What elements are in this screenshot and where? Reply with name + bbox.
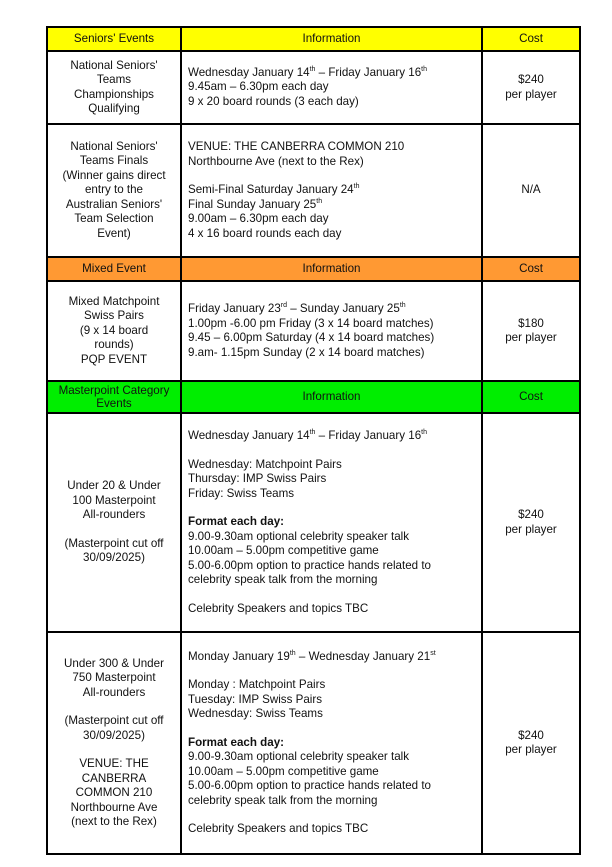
info-line: celebrity speak talk from the morning bbox=[188, 573, 378, 586]
event-name-line: All-rounders bbox=[82, 685, 146, 699]
event-name-line: All-rounders bbox=[82, 508, 146, 522]
events-table-body bbox=[47, 27, 580, 854]
info-line: 10.00am – 5.00pm competitive game bbox=[188, 544, 379, 557]
section-header-event: Masterpoint Category Events bbox=[47, 381, 181, 413]
event-name-line: rounds) bbox=[94, 338, 134, 352]
cost-amount: N/A bbox=[521, 183, 541, 197]
section-header-row bbox=[47, 257, 580, 281]
event-name-line: Swiss Pairs bbox=[84, 309, 144, 323]
line-gap bbox=[188, 722, 477, 736]
line-gap bbox=[188, 664, 477, 678]
cost-amount: $180 bbox=[518, 316, 544, 330]
date-text: Final Sunday January 25 bbox=[188, 197, 317, 211]
event-name-line: 750 Masterpoint bbox=[72, 671, 156, 684]
ordinal-suffix: th bbox=[421, 429, 427, 437]
info-line: 9.00-9.30am optional celebrity speaker talk bbox=[188, 750, 410, 763]
event-name-line: Teams bbox=[96, 73, 132, 86]
ordinal-suffix: th bbox=[399, 302, 406, 310]
event-name-line: entry to the bbox=[84, 183, 143, 197]
info-line: Tuesday: IMP Swiss Pairs bbox=[188, 692, 323, 706]
event-name-cell bbox=[47, 281, 181, 381]
event-name-line: 30/09/2025) bbox=[83, 551, 145, 565]
date-range-line bbox=[188, 183, 477, 198]
event-name-line: COMMON 210 bbox=[75, 786, 153, 799]
info-line: 9.am- 1.15pm Sunday (2 x 14 board matches) bbox=[188, 345, 425, 359]
line-gap bbox=[188, 588, 477, 602]
section-header-event: Mixed Event bbox=[47, 257, 181, 281]
info-line: 9.45 – 6.00pm Saturday (4 x 14 board matches) bbox=[188, 331, 435, 344]
info-line: 9 x 20 board rounds (3 each day) bbox=[188, 94, 359, 108]
event-name-cell bbox=[47, 51, 181, 124]
event-info-cell bbox=[181, 632, 482, 854]
event-cost-cell bbox=[482, 413, 580, 632]
event-info-cell bbox=[181, 281, 482, 381]
ordinal-suffix: th bbox=[316, 197, 323, 205]
date-range-line bbox=[188, 198, 477, 213]
event-name-line: CANBERRA bbox=[81, 771, 147, 785]
line-gap bbox=[188, 444, 477, 458]
event-name-line: (next to the Rex) bbox=[71, 815, 157, 828]
event-name-line: 30/09/2025) bbox=[83, 728, 145, 742]
ordinal-suffix: th bbox=[309, 65, 316, 73]
event-name-line: National Seniors' bbox=[70, 58, 158, 72]
ordinal-suffix: th bbox=[289, 649, 296, 657]
section-header-event: Seniors' Events bbox=[47, 27, 181, 51]
info-line: Friday: Swiss Teams bbox=[188, 486, 295, 500]
event-row bbox=[47, 413, 580, 632]
event-info-cell bbox=[181, 413, 482, 632]
info-line: Thursday: IMP Swiss Pairs bbox=[188, 472, 327, 485]
event-name-line: Northbourne Ave bbox=[70, 800, 158, 814]
info-line: 1.00pm -6.00 pm Friday (3 x 14 board matches) bbox=[188, 316, 434, 330]
section-header-cost: Cost bbox=[482, 27, 580, 51]
event-name-cell bbox=[47, 632, 181, 854]
ordinal-suffix: st bbox=[430, 649, 436, 657]
info-line: 9.00-9.30am optional celebrity speaker talk bbox=[188, 529, 410, 543]
section-header-cost: Cost bbox=[482, 381, 580, 413]
info-line: Wednesday: Matchpoint Pairs bbox=[188, 457, 342, 471]
line-gap bbox=[188, 169, 477, 183]
events-table bbox=[46, 26, 581, 855]
info-line: 9.45am – 6.30pm each day bbox=[188, 80, 329, 94]
event-name-line: Qualifying bbox=[88, 102, 140, 115]
info-line: VENUE: THE CANBERRA COMMON 210 bbox=[188, 140, 405, 153]
date-text: Friday January 23 bbox=[188, 302, 281, 315]
date-text: Wednesday January 14 bbox=[188, 65, 310, 79]
format-heading: Format each day: bbox=[188, 735, 284, 749]
event-name-line: (Masterpoint cut off bbox=[64, 714, 164, 727]
event-name-line: Championships bbox=[74, 87, 154, 101]
event-name-line: (Masterpoint cut off bbox=[64, 536, 164, 550]
event-name-line: Australian Seniors' bbox=[65, 197, 163, 211]
event-row bbox=[47, 124, 580, 257]
ordinal-suffix: th bbox=[421, 65, 427, 73]
event-name-cell bbox=[47, 413, 181, 632]
event-cost-cell bbox=[482, 632, 580, 854]
info-line: Northbourne Ave (next to the Rex) bbox=[188, 154, 364, 168]
line-gap bbox=[188, 808, 477, 822]
date-range-line bbox=[188, 429, 477, 444]
event-name-line: Under 20 & Under bbox=[67, 479, 161, 493]
event-row bbox=[47, 281, 580, 381]
cost-amount: $240 bbox=[518, 73, 544, 86]
event-cost-cell bbox=[482, 281, 580, 381]
date-text: – Sunday January 25 bbox=[287, 302, 400, 315]
event-cost-cell bbox=[482, 51, 580, 124]
cost-amount: $240 bbox=[518, 728, 544, 742]
event-name-cell bbox=[47, 124, 181, 257]
cost-amount: $240 bbox=[518, 508, 544, 521]
line-gap bbox=[52, 743, 176, 757]
line-gap bbox=[52, 523, 176, 537]
info-line: 5.00-6.00pm option to practice hands related to bbox=[188, 779, 431, 792]
event-name-line: PQP EVENT bbox=[80, 352, 148, 366]
date-text: Monday January 19 bbox=[188, 649, 290, 663]
date-text: – Friday January 16 bbox=[315, 65, 422, 79]
event-info-cell bbox=[181, 51, 482, 124]
section-header-info: Information bbox=[181, 27, 482, 51]
event-name-line: (9 x 14 board bbox=[79, 323, 149, 337]
date-text: – Friday January 16 bbox=[315, 429, 422, 442]
cost-unit: per player bbox=[505, 522, 557, 536]
info-line: 10.00am – 5.00pm competitive game bbox=[188, 764, 379, 778]
info-line: Celebrity Speakers and topics TBC bbox=[188, 601, 369, 615]
event-row bbox=[47, 51, 580, 124]
date-range-line bbox=[188, 650, 477, 665]
event-name-line: VENUE: THE bbox=[79, 757, 149, 770]
event-name-line: (Winner gains direct bbox=[62, 168, 166, 182]
event-name-line: Event) bbox=[97, 226, 131, 240]
event-name-line: National Seniors' bbox=[70, 139, 158, 153]
ordinal-suffix: th bbox=[309, 429, 316, 437]
event-name-line: Team Selection bbox=[74, 212, 154, 226]
event-info-cell bbox=[181, 124, 482, 257]
section-header-cost: Cost bbox=[482, 257, 580, 281]
info-line: Wednesday: Swiss Teams bbox=[188, 707, 323, 720]
date-range-line bbox=[188, 66, 477, 81]
ordinal-suffix: th bbox=[353, 183, 360, 191]
section-header-row bbox=[47, 27, 580, 51]
line-gap bbox=[52, 700, 176, 714]
cost-unit: per player bbox=[505, 331, 557, 344]
ordinal-suffix: rd bbox=[280, 302, 288, 310]
section-header-info: Information bbox=[181, 381, 482, 413]
info-line: Celebrity Speakers and topics TBC bbox=[188, 822, 369, 835]
info-line: Monday : Matchpoint Pairs bbox=[188, 678, 326, 691]
line-gap bbox=[188, 501, 477, 515]
event-name-line: 100 Masterpoint bbox=[72, 493, 156, 507]
info-line: 5.00-6.00pm option to practice hands related to bbox=[188, 558, 431, 572]
info-line: 4 x 16 board rounds each day bbox=[188, 226, 342, 240]
info-line: 9.00am – 6.30pm each day bbox=[188, 212, 329, 225]
event-cost-cell bbox=[482, 124, 580, 257]
format-heading: Format each day: bbox=[188, 515, 284, 528]
cost-unit: per player bbox=[505, 87, 557, 101]
date-text: – Wednesday January 21 bbox=[295, 649, 431, 663]
date-text: Semi-Final Saturday January 24 bbox=[188, 183, 354, 196]
date-text: Wednesday January 14 bbox=[188, 429, 310, 442]
cost-unit: per player bbox=[505, 743, 557, 756]
section-header-info: Information bbox=[181, 257, 482, 281]
info-line: celebrity speak talk from the morning bbox=[188, 793, 378, 807]
date-range-line bbox=[188, 302, 477, 317]
event-row bbox=[47, 632, 580, 854]
section-header-row bbox=[47, 381, 580, 413]
event-name-line: Teams Finals bbox=[79, 154, 149, 168]
event-name-line: Mixed Matchpoint bbox=[68, 294, 160, 308]
event-name-line: Under 300 & Under bbox=[64, 656, 164, 670]
